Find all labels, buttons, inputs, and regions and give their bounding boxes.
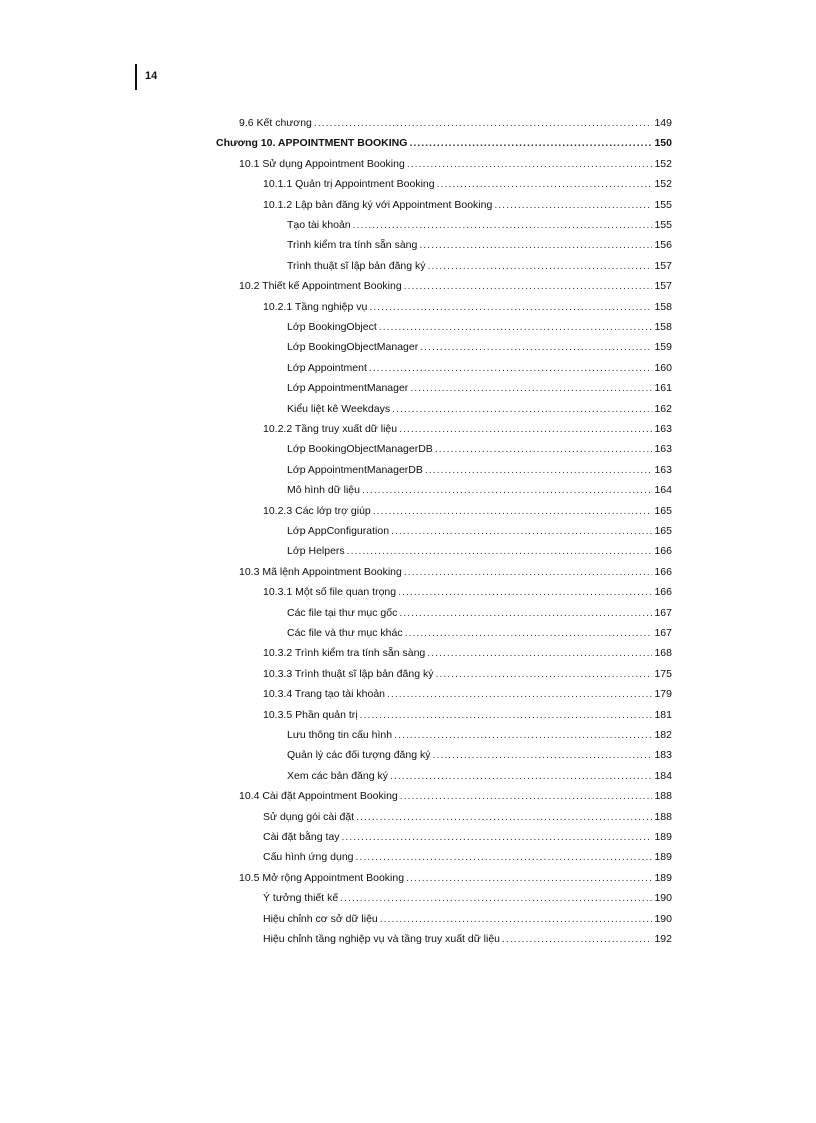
toc-entry[interactable] [263, 707, 672, 723]
toc-entry[interactable] [287, 523, 672, 539]
toc-entry-page: 152 [654, 157, 672, 170]
toc-entry-label: 10.2 Thiết kế Appointment Booking [239, 280, 402, 293]
toc-entry[interactable] [263, 686, 672, 702]
toc-entry-label: Cài đặt bằng tay [263, 831, 340, 843]
toc-entry-label: Các file và thư mục khác [287, 627, 403, 639]
toc-entry[interactable] [263, 666, 672, 682]
toc-entry-page: 161 [654, 382, 672, 395]
toc-entry-page: 166 [654, 586, 672, 599]
toc-entry-page: 162 [654, 402, 672, 415]
toc-dot-leader [347, 543, 653, 559]
toc-dot-leader [425, 462, 653, 478]
toc-entry-label: Tạo tài khoản [287, 219, 351, 231]
toc-entry[interactable] [287, 217, 672, 233]
toc-entry-page: 159 [654, 341, 672, 354]
toc-entry-page: 189 [654, 831, 672, 843]
toc-entry-label: 10.3.1 Một số file quan trọng [263, 586, 397, 599]
toc-dot-leader [341, 829, 652, 845]
toc-entry[interactable] [287, 237, 672, 253]
toc-dot-leader [406, 870, 652, 886]
toc-entry-page: 155 [654, 198, 672, 211]
toc-entry-page: 163 [654, 423, 672, 435]
toc-entry-label: 10.2.1 Tầng nghiệp vụ [263, 300, 368, 313]
toc-entry-label: 10.3.2 Trình kiểm tra tính sẵn sàng [263, 647, 426, 660]
toc-entry-page: 156 [654, 239, 672, 252]
toc-entry-label: 10.3.3 Trình thuật sĩ lập bản đăng ký [263, 667, 434, 680]
toc-entry-page: 192 [654, 933, 672, 945]
toc-entry-page: 184 [654, 769, 672, 782]
toc-entry-page: 149 [654, 117, 672, 129]
toc-entry-label: Lớp BookingObjectManagerDB [287, 443, 433, 456]
toc-dot-leader [409, 135, 652, 151]
toc-entry-page: 188 [654, 790, 672, 803]
toc-entry-label: Lớp AppointmentManager [287, 382, 409, 395]
toc-dot-leader [398, 584, 652, 600]
toc-entry-page: 166 [654, 565, 672, 578]
toc-entry-label: Lớp AppConfiguration [287, 525, 390, 537]
toc-dot-leader [387, 686, 652, 702]
toc-entry[interactable] [287, 360, 672, 376]
toc-dot-leader [400, 788, 653, 804]
toc-entry[interactable] [216, 135, 672, 151]
toc-entry-label: Cấu hình ứng dụng [263, 851, 354, 864]
toc-entry-label: 10.3.5 Phần quản trị [263, 708, 358, 721]
toc-dot-leader [399, 605, 652, 621]
toc-entry-page: 163 [654, 443, 672, 456]
toc-dot-leader [379, 319, 653, 335]
toc-entry-page: 181 [654, 708, 672, 721]
toc-entry[interactable] [263, 197, 672, 213]
toc-entry-label: 10.5 Mở rộng Appointment Booking [239, 871, 405, 884]
toc-entry-label: Mô hình dữ liệu [287, 484, 360, 497]
toc-entry[interactable] [263, 809, 672, 825]
toc-entry[interactable] [263, 931, 672, 947]
toc-entry-page: 189 [654, 871, 672, 884]
toc-entry[interactable] [239, 156, 672, 172]
toc-dot-leader [390, 768, 652, 784]
toc-entry[interactable] [239, 870, 672, 886]
toc-dot-leader [405, 625, 653, 641]
toc-entry-label: Lớp AppointmentManagerDB [287, 463, 423, 476]
toc-entry-page: 183 [654, 749, 672, 762]
toc-entry[interactable] [263, 299, 672, 315]
toc-dot-leader [494, 197, 652, 213]
toc-entry-page: 150 [654, 137, 672, 150]
toc-entry-page: 157 [654, 280, 672, 293]
toc-entry-page: 167 [654, 606, 672, 619]
toc-entry[interactable] [239, 788, 672, 804]
toc-dot-leader [356, 849, 653, 865]
toc-entry-page: 165 [654, 525, 672, 537]
toc-entry-label: Ý tưởng thiết kế [263, 892, 339, 905]
toc-entry-page: 189 [654, 851, 672, 864]
toc-entry-page: 175 [654, 667, 672, 680]
toc-entry[interactable] [287, 319, 672, 335]
toc-dot-leader [433, 747, 653, 763]
toc-entry[interactable] [287, 747, 672, 763]
toc-entry[interactable] [287, 727, 672, 743]
toc-dot-leader [353, 217, 653, 233]
toc-entry[interactable] [263, 645, 672, 661]
toc-dot-leader [362, 482, 652, 498]
toc-entry-label: Các file tại thư mục gốc [287, 606, 398, 619]
page-marker-bar [135, 64, 137, 90]
toc-entry[interactable] [287, 401, 672, 417]
toc-entry-label: Lớp BookingObjectManager [287, 341, 419, 354]
toc-entry-label: Trình thuật sĩ lập bản đăng ký [287, 259, 426, 272]
toc-entry-page: 152 [654, 178, 672, 191]
toc-entry[interactable] [263, 503, 672, 519]
toc-entry-page: 168 [654, 647, 672, 660]
toc-dot-leader [356, 809, 652, 825]
toc-dot-leader [399, 421, 652, 437]
toc-entry-label: 10.4 Cài đặt Appointment Booking [239, 790, 398, 803]
toc-entry-label: Xem các bản đăng ký [287, 769, 388, 782]
toc-entry-label: Hiệu chỉnh cơ sở dữ liệu [263, 912, 378, 925]
toc-entry[interactable] [263, 849, 672, 865]
toc-dot-leader [410, 380, 652, 396]
toc-dot-leader [314, 115, 653, 131]
toc-entry-page: 182 [654, 729, 672, 741]
toc-entry[interactable] [287, 441, 672, 457]
toc-entry[interactable] [263, 890, 672, 906]
toc-entry-label: 10.2.2 Tầng truy xuất dữ liệu [263, 423, 398, 435]
toc-entry-page: 190 [654, 912, 672, 925]
toc-entry[interactable] [239, 564, 672, 580]
toc-entry-page: 158 [654, 300, 672, 313]
toc-entry-label: Hiệu chỉnh tầng nghiệp vụ và tầng truy xuất dữ liệu [263, 933, 501, 945]
toc-entry[interactable] [239, 278, 672, 294]
toc-dot-leader [407, 156, 653, 172]
toc-entry-label: 10.1 Sử dụng Appointment Booking [239, 157, 405, 170]
toc-entry-label: 9.6 Kết chương [239, 117, 312, 129]
toc-entry-label: Lớp BookingObject [287, 321, 377, 333]
toc-entry[interactable] [263, 421, 672, 437]
toc-dot-leader [391, 523, 652, 539]
toc-dot-leader [435, 441, 653, 457]
toc-entry[interactable] [287, 380, 672, 396]
toc-entry-label: Chương 10. APPOINTMENT BOOKING [216, 137, 408, 150]
toc-dot-leader [392, 401, 652, 417]
toc-dot-leader [369, 299, 652, 315]
toc-dot-leader [437, 176, 653, 192]
toc-entry-page: 164 [654, 484, 672, 497]
toc-entry-page: 179 [654, 688, 672, 701]
toc-entry-label: 10.3.4 Trang tạo tài khoản [263, 688, 386, 701]
toc-dot-leader [428, 258, 653, 274]
toc-entry-label: 10.1.1 Quản trị Appointment Booking [263, 178, 435, 191]
toc-dot-leader [404, 564, 653, 580]
toc-entry-page: 167 [654, 627, 672, 639]
toc-dot-leader [435, 666, 652, 682]
toc-entry-label: 10.1.2 Lập bản đăng ký với Appointment Booking [263, 198, 493, 211]
toc-entry[interactable] [287, 462, 672, 478]
toc-entry-page: 190 [654, 892, 672, 905]
toc-entry-page: 166 [654, 545, 672, 558]
toc-dot-leader [420, 339, 652, 355]
toc-entry[interactable] [287, 605, 672, 621]
toc-dot-leader [394, 727, 652, 743]
toc-entry[interactable] [287, 625, 672, 641]
toc-entry[interactable] [263, 829, 672, 845]
toc-dot-leader [404, 278, 653, 294]
toc-entry[interactable] [287, 543, 672, 559]
toc-entry-label: Kiểu liệt kê Weekdays [287, 402, 391, 415]
toc-entry-label: Lưu thông tin cấu hình [287, 729, 393, 741]
toc-entry-label: Quản lý các đối tượng đăng ký [287, 749, 431, 762]
toc-entry[interactable] [263, 911, 672, 927]
toc-entry[interactable] [287, 258, 672, 274]
toc-entry[interactable] [287, 339, 672, 355]
toc-dot-leader [502, 931, 652, 947]
toc-entry[interactable] [287, 768, 672, 784]
toc-dot-leader [380, 911, 653, 927]
toc-entry-label: Lớp Appointment [287, 361, 367, 374]
toc-entry-page: 157 [654, 259, 672, 272]
toc-dot-leader [427, 645, 652, 661]
toc-entry-page: 163 [654, 463, 672, 476]
toc-entry-label: Trình kiểm tra tính sẵn sàng [287, 239, 418, 252]
toc-dot-leader [373, 503, 653, 519]
toc-entry-label: Sử dụng gói cài đặt [263, 810, 355, 823]
toc-entry[interactable] [263, 176, 672, 192]
toc-entry-label: Lớp Helpers [287, 545, 345, 558]
page-number: 14 [145, 70, 158, 82]
toc-dot-leader [340, 890, 652, 906]
toc-entry[interactable] [239, 115, 672, 131]
toc-entry-page: 158 [654, 321, 672, 333]
toc-entry-label: 10.3 Mã lệnh Appointment Booking [239, 565, 402, 578]
toc-entry-label: 10.2.3 Các lớp trợ giúp [263, 504, 371, 517]
toc-entry[interactable] [263, 584, 672, 600]
toc-entry-page: 165 [654, 504, 672, 517]
toc-entry-page: 155 [654, 219, 672, 231]
toc-entry-page: 188 [654, 810, 672, 823]
toc-dot-leader [369, 360, 653, 376]
toc-dot-leader [360, 707, 653, 723]
toc-entry[interactable] [287, 482, 672, 498]
toc-entry-page: 160 [654, 361, 672, 374]
toc-dot-leader [419, 237, 652, 253]
